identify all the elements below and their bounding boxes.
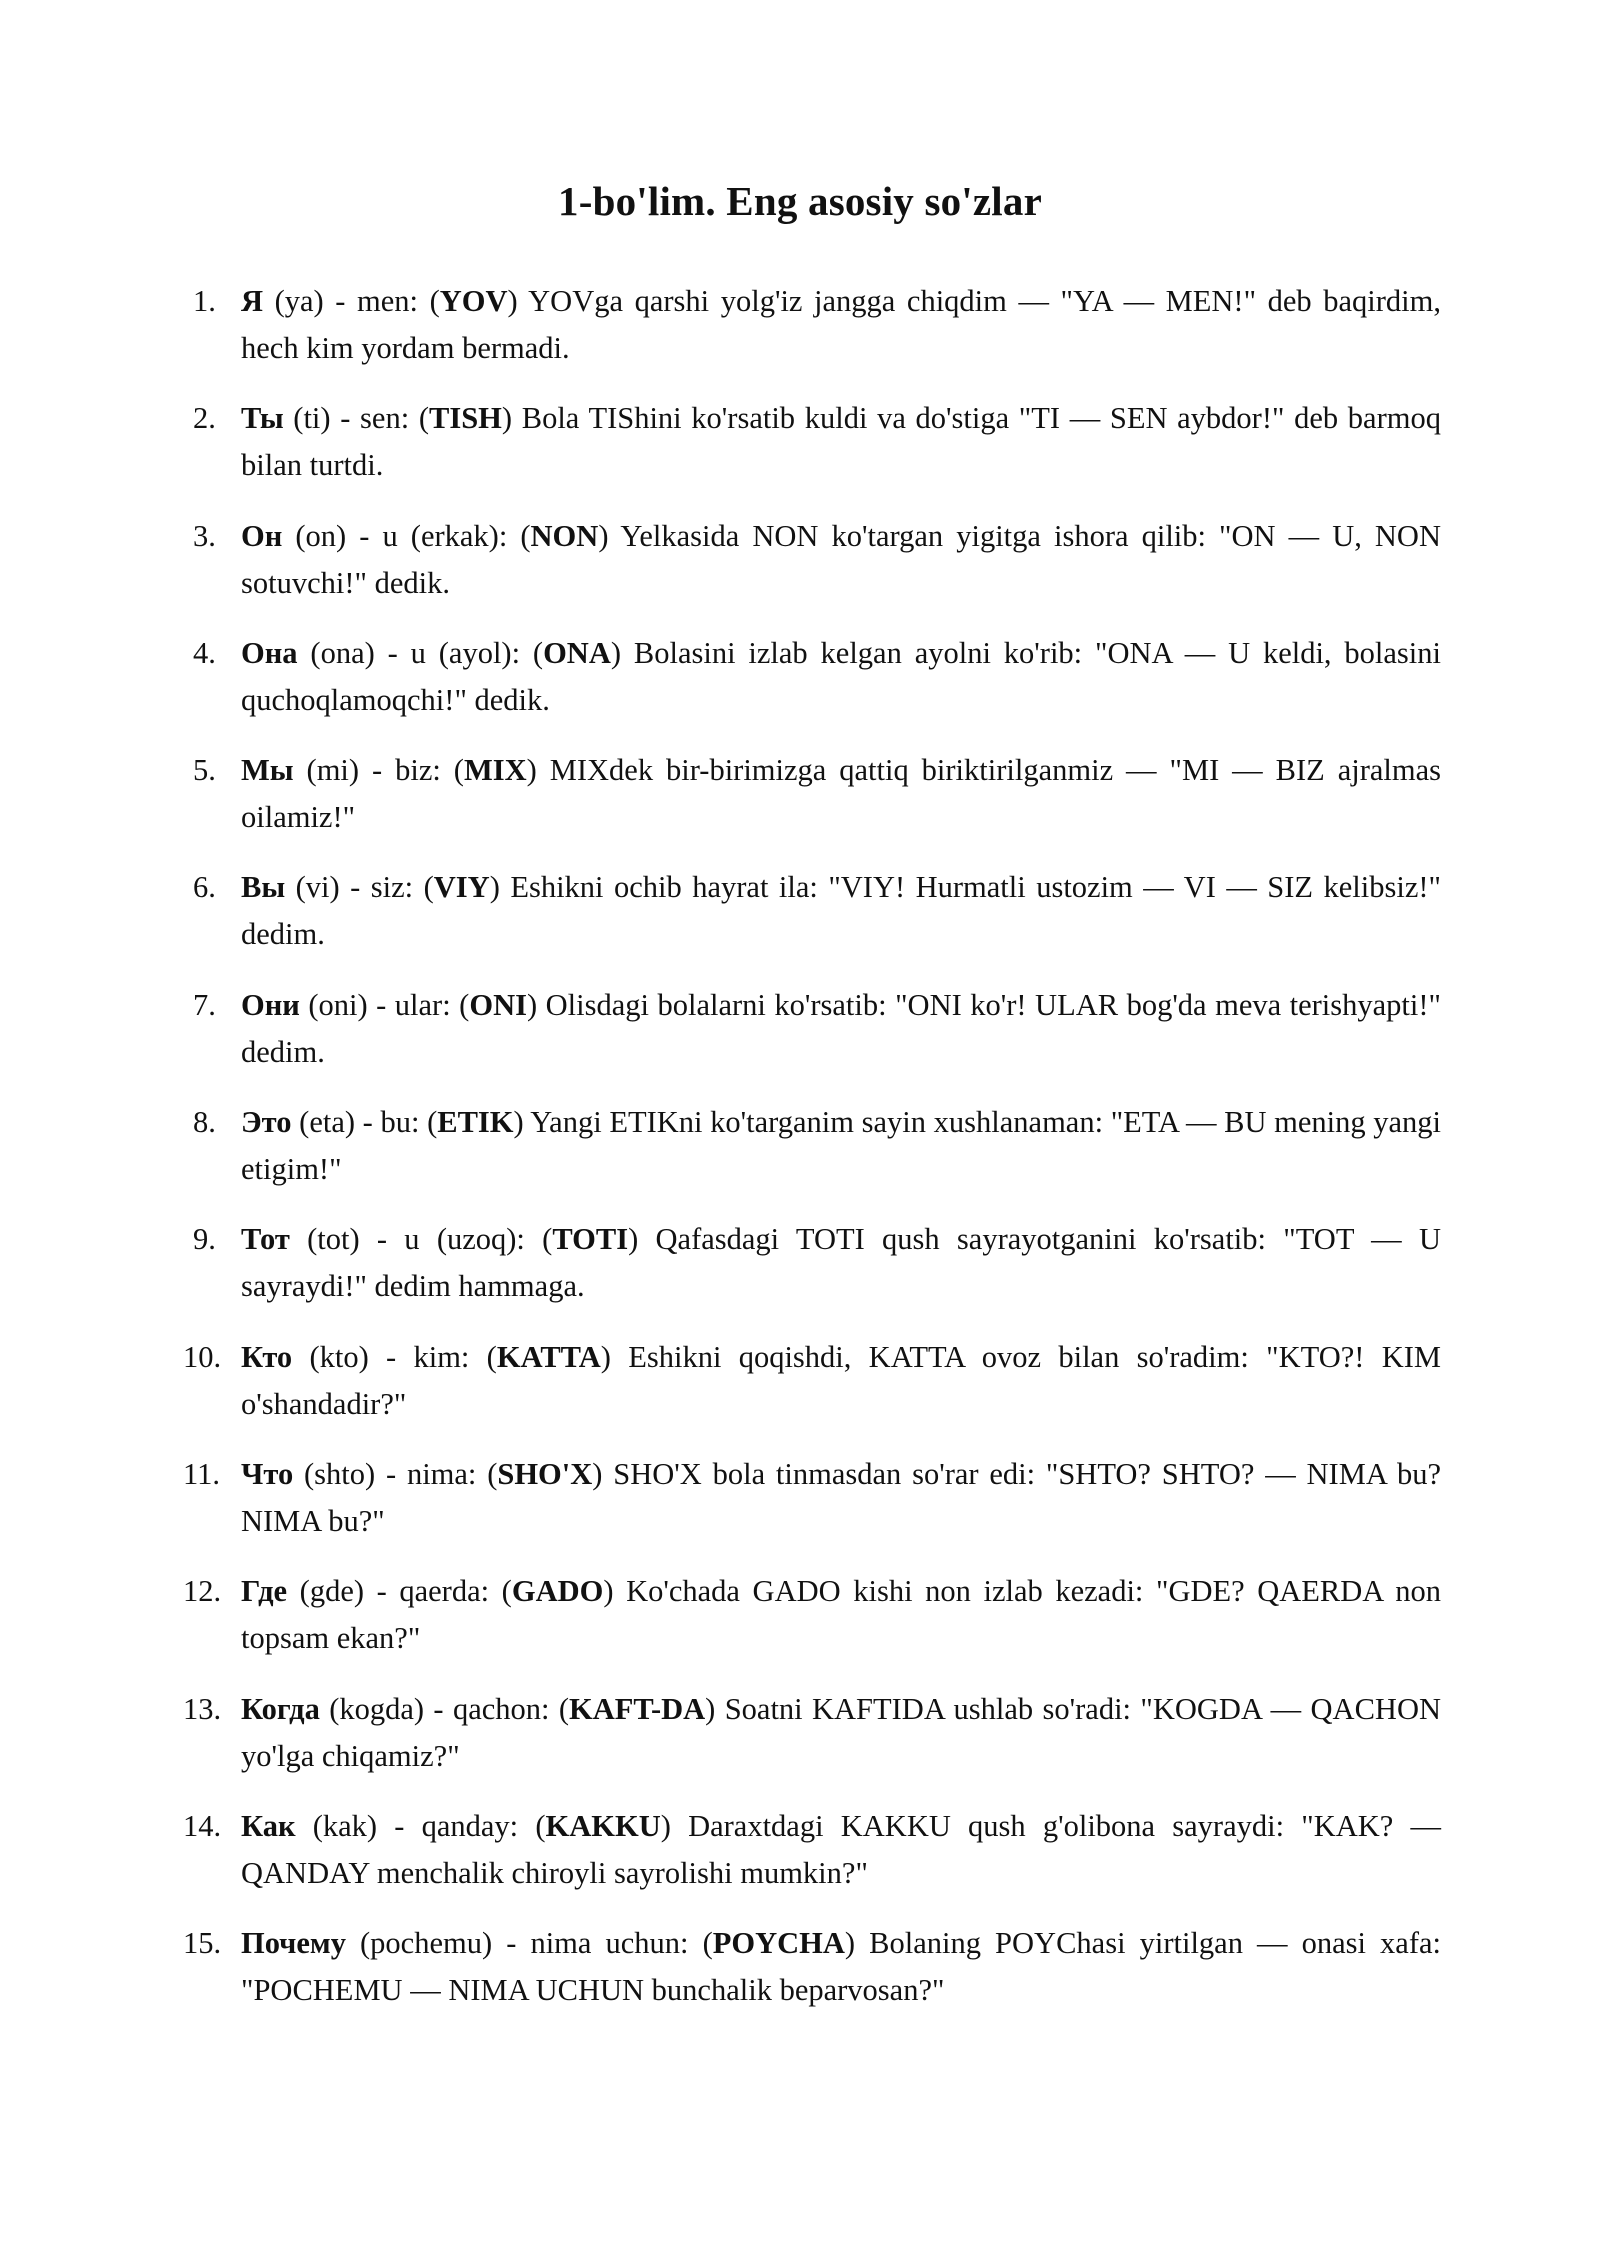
mnemonic-keyword: POYCHA: [712, 1926, 845, 1961]
entry-number: 15.: [183, 1926, 222, 1961]
mnemonic-story: ) Eshikni qoqishdi, KATTA ovoz bilan so'radim: "KTO?! KIM o'shandadir?": [241, 1339, 1441, 1421]
pronunciation-and-meaning: (kogda) - qachon: (: [319, 1691, 570, 1726]
mnemonic-keyword: NON: [530, 518, 599, 553]
pronunciation-and-meaning: (kak) - qanday: (: [295, 1808, 546, 1843]
pronunciation-and-meaning: (pochemu) - nima uchun: (: [345, 1926, 713, 1961]
entry-number: 10.: [183, 1339, 222, 1374]
entry-number: 1.: [193, 284, 216, 318]
vocabulary-entry: [193, 630, 1441, 724]
mnemonic-story: ) SHO'X bola tinmasdan so'rar edi: "SHTO? SHTO? — NIMA bu? NIMA bu?": [241, 1456, 1442, 1538]
mnemonic-story: ) Yelkasida NON ko'targan yigitga ishora qilib: "ON — U, NON sotuvchi!" dedik.: [241, 518, 1441, 600]
vocabulary-entry: [183, 1451, 1442, 1545]
pronunciation-and-meaning: (kto) - kim: (: [292, 1339, 497, 1374]
mnemonic-story: ) Bola TIShini ko'rsatib kuldi va do'stiga "TI — SEN aybdor!" deb barmoq bilan turtdi.: [241, 401, 1441, 483]
entry-number: 6.: [193, 870, 216, 905]
pronunciation-and-meaning: (vi) - siz: (: [285, 870, 434, 905]
entry-number: 5.: [193, 753, 216, 788]
vocabulary-entry: [193, 747, 1441, 841]
russian-word: Они: [241, 987, 300, 1022]
mnemonic-keyword: GADO: [511, 1574, 604, 1609]
mnemonic-story: ) MIXdek bir-birimizga qattiq biriktirilganmiz — "MI — BIZ ajralmas oilamiz!": [241, 753, 1441, 835]
entry-number: 9.: [193, 1222, 216, 1257]
vocabulary-entry: [183, 1568, 1441, 1662]
russian-word: Когда: [241, 1691, 320, 1726]
vocabulary-entry: [183, 1686, 1441, 1780]
russian-word: Тот: [241, 1222, 290, 1257]
mnemonic-story: ) Yangi ETIKni ko'targanim sayin xushlanaman: "ETA — BU mening yangi etigim!": [241, 1105, 1441, 1187]
vocabulary-entry: [193, 395, 1441, 489]
pronunciation-and-meaning: (mi) - biz: (: [293, 753, 464, 788]
mnemonic-story: ) Ko'chada GADO kishi non izlab kezadi: "GDE? QAERDA non topsam ekan?": [241, 1574, 1441, 1656]
entry-number: 2.: [193, 401, 216, 436]
vocabulary-entry: [193, 864, 1441, 958]
pronunciation-and-meaning: (gde) - qaerda: (: [287, 1574, 512, 1609]
entry-number: 11.: [183, 1456, 220, 1491]
vocabulary-entry: [193, 278, 1441, 372]
russian-word: Я: [241, 284, 264, 318]
entry-number: 4.: [193, 635, 216, 670]
mnemonic-keyword: YOV: [439, 284, 508, 318]
pronunciation-and-meaning: (shto) - nima: (: [293, 1456, 498, 1491]
mnemonic-story: ) YOVga qarshi yolg'iz jangga chiqdim — "YA — MEN!" deb baqirdim, hech kim yordam bermadi.: [241, 284, 1441, 365]
russian-word: Она: [241, 635, 298, 670]
mnemonic-keyword: ETIK: [437, 1105, 514, 1140]
russian-word: Он: [241, 518, 283, 553]
vocabulary-entry: [183, 1920, 1442, 2014]
page-title: 1-bo'lim. Eng asosiy so'zlar: [558, 178, 1042, 225]
mnemonic-keyword: TISH: [429, 401, 502, 436]
russian-word: Почему: [241, 1926, 346, 1961]
mnemonic-story: ) Olisdagi bolalarni ko'rsatib: "ONI ko'r! ULAR bog'da meva terishyapti!" dedim.: [241, 987, 1441, 1069]
russian-word: Это: [241, 1105, 292, 1140]
mnemonic-keyword: KATTA: [496, 1339, 601, 1374]
pronunciation-and-meaning: (tot) - u (uzoq): (: [289, 1222, 553, 1257]
entry-number: 8.: [193, 1105, 216, 1140]
pronunciation-and-meaning: (oni) - ular: (: [299, 987, 470, 1022]
vocabulary-entry: [193, 1216, 1441, 1310]
entry-number: 12.: [183, 1574, 222, 1609]
russian-word: Ты: [241, 401, 284, 436]
mnemonic-story: ) Daraxtdagi KAKKU qush g'olibona sayraydi: "KAK? — QANDAY menchalik chiroyli sayrolishi mumkin?": [241, 1808, 1442, 1890]
pronunciation-and-meaning: (on) - u (erkak): (: [282, 518, 531, 553]
russian-word: Где: [241, 1574, 288, 1609]
mnemonic-keyword: ONI: [469, 987, 527, 1022]
pronunciation-and-meaning: (ya) - men: (: [263, 284, 440, 318]
pronunciation-and-meaning: (ti) - sen: (: [283, 401, 429, 436]
vocabulary-entry: [183, 1334, 1441, 1428]
vocabulary-entry: [193, 513, 1441, 607]
russian-word: Вы: [241, 870, 286, 905]
russian-word: Что: [241, 1456, 294, 1491]
mnemonic-keyword: KAFT-DA: [569, 1691, 706, 1726]
vocabulary-entry: [183, 1803, 1442, 1897]
mnemonic-story: ) Soatni KAFTIDA ushlab so'radi: "KOGDA — QACHON yo'lga chiqamiz?": [241, 1691, 1441, 1773]
mnemonic-story: ) Eshikni ochib hayrat ila: "VIY! Hurmatli ustozim — VI — SIZ kelibsiz!" dedim.: [241, 870, 1441, 952]
entry-number: 3.: [193, 518, 216, 553]
pronunciation-and-meaning: (ona) - u (ayol): (: [297, 635, 544, 670]
entry-number: 7.: [193, 987, 216, 1022]
entry-number: 13.: [183, 1691, 222, 1726]
mnemonic-story: ) Bolaning POYChasi yirtilgan — onasi xafa: "POCHEMU — NIMA UCHUN bunchalik beparvosan?": [241, 1926, 1442, 2008]
russian-word: Мы: [241, 753, 294, 788]
russian-word: Как: [241, 1808, 296, 1843]
mnemonic-keyword: KAKKU: [545, 1808, 661, 1843]
mnemonic-keyword: TOTI: [552, 1222, 629, 1257]
pronunciation-and-meaning: (eta) - bu: (: [291, 1105, 438, 1140]
entry-number: 14.: [183, 1808, 222, 1843]
mnemonic-keyword: ONA: [543, 635, 611, 670]
vocabulary-entry: [193, 1099, 1441, 1193]
mnemonic-keyword: SHO'X: [497, 1456, 593, 1491]
mnemonic-story: ) Bolasini izlab kelgan ayolni ko'rib: "ONA — U keldi, bolasini quchoqlamoqchi!" dedik.: [241, 635, 1441, 717]
mnemonic-keyword: VIY: [433, 870, 490, 905]
mnemonic-story: ) Qafasdagi TOTI qush sayrayotganini ko'rsatib: "TOT — U sayraydi!" dedim hammaga.: [241, 1222, 1441, 1304]
vocabulary-entry: [193, 982, 1441, 1076]
russian-word: Кто: [241, 1339, 293, 1374]
mnemonic-keyword: MIX: [463, 753, 527, 788]
vocabulary-list: [183, 278, 1442, 2037]
